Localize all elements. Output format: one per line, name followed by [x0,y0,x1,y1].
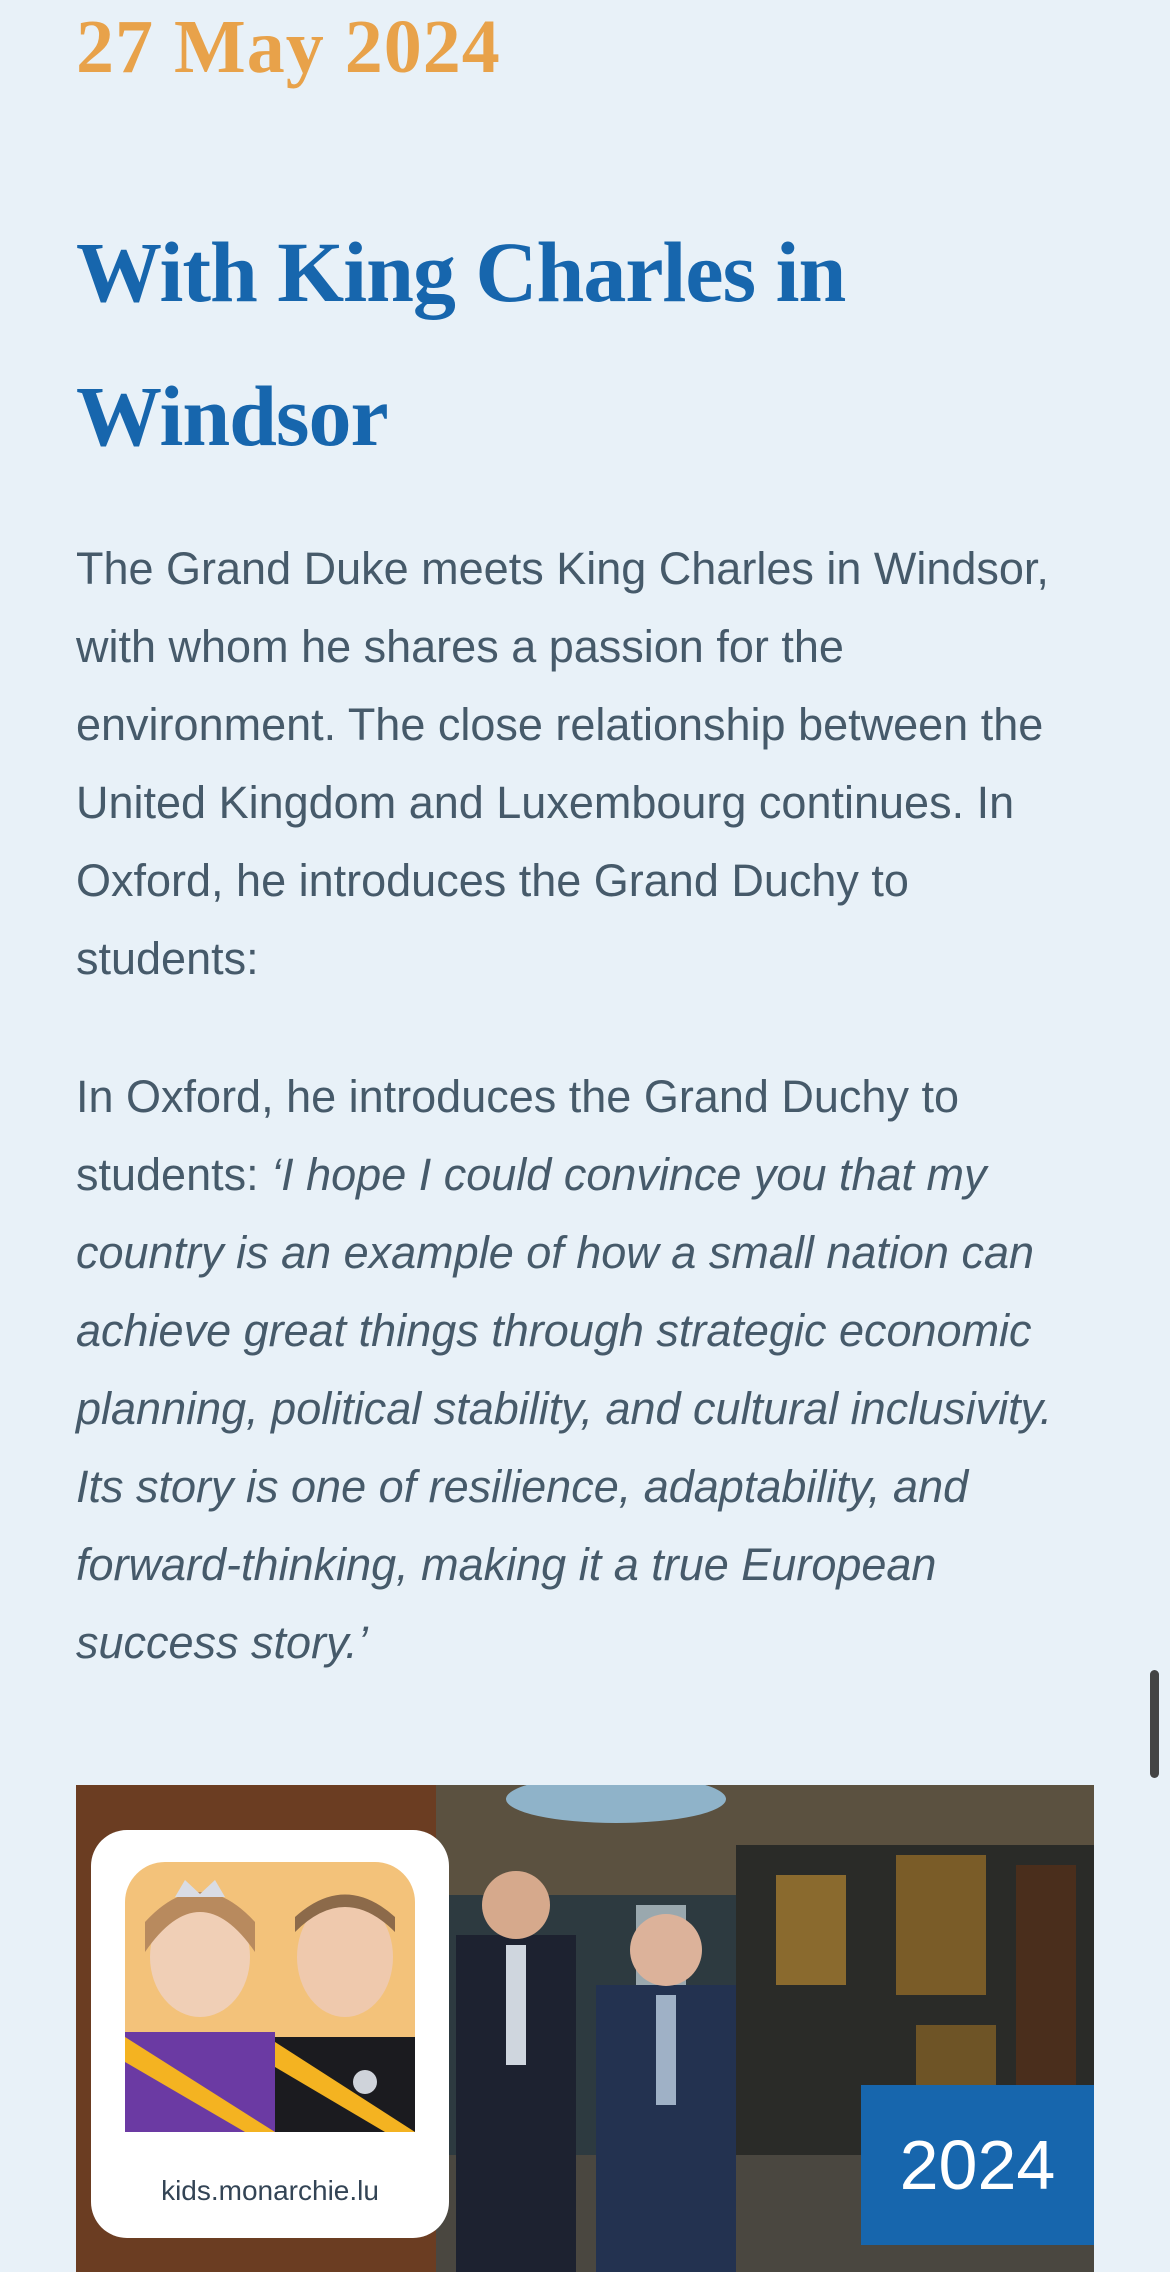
kids-site-label: kids.monarchie.lu [161,2175,379,2206]
article-title: With King Charles in Windsor [76,224,846,464]
article-date: 27 May 2024 [76,5,501,89]
article-paragraph-2 [76,1058,1096,1682]
oxford-quote: ‘I hope I could convince you that my country is an example of how a small nation can achieve great things through strategic economic planning, political stability, and cultural inclusivity. Its story is one of resilience, adaptability, and forward-thinking, making it a true European success story.’ [76,1149,1053,1668]
royal-couple-illustration-icon [125,1862,415,2132]
article-paragraph-1: The Grand Duke meets King Charles in Windsor, with whom he shares a passion for the environment. The close relationship between the United Kingdom and Luxembourg continues. In Oxford, he introduces the Grand Duchy to students: [76,543,1049,984]
paragraph-lead: In Oxford, he introduces the Grand Duchy to students: [76,1071,959,1200]
year-badge: 2024 [861,2085,1094,2245]
kids-monarchie-card[interactable] [91,1830,449,2238]
page-scrollbar[interactable] [1150,1670,1159,1778]
windsor-photo [76,1785,1094,2272]
